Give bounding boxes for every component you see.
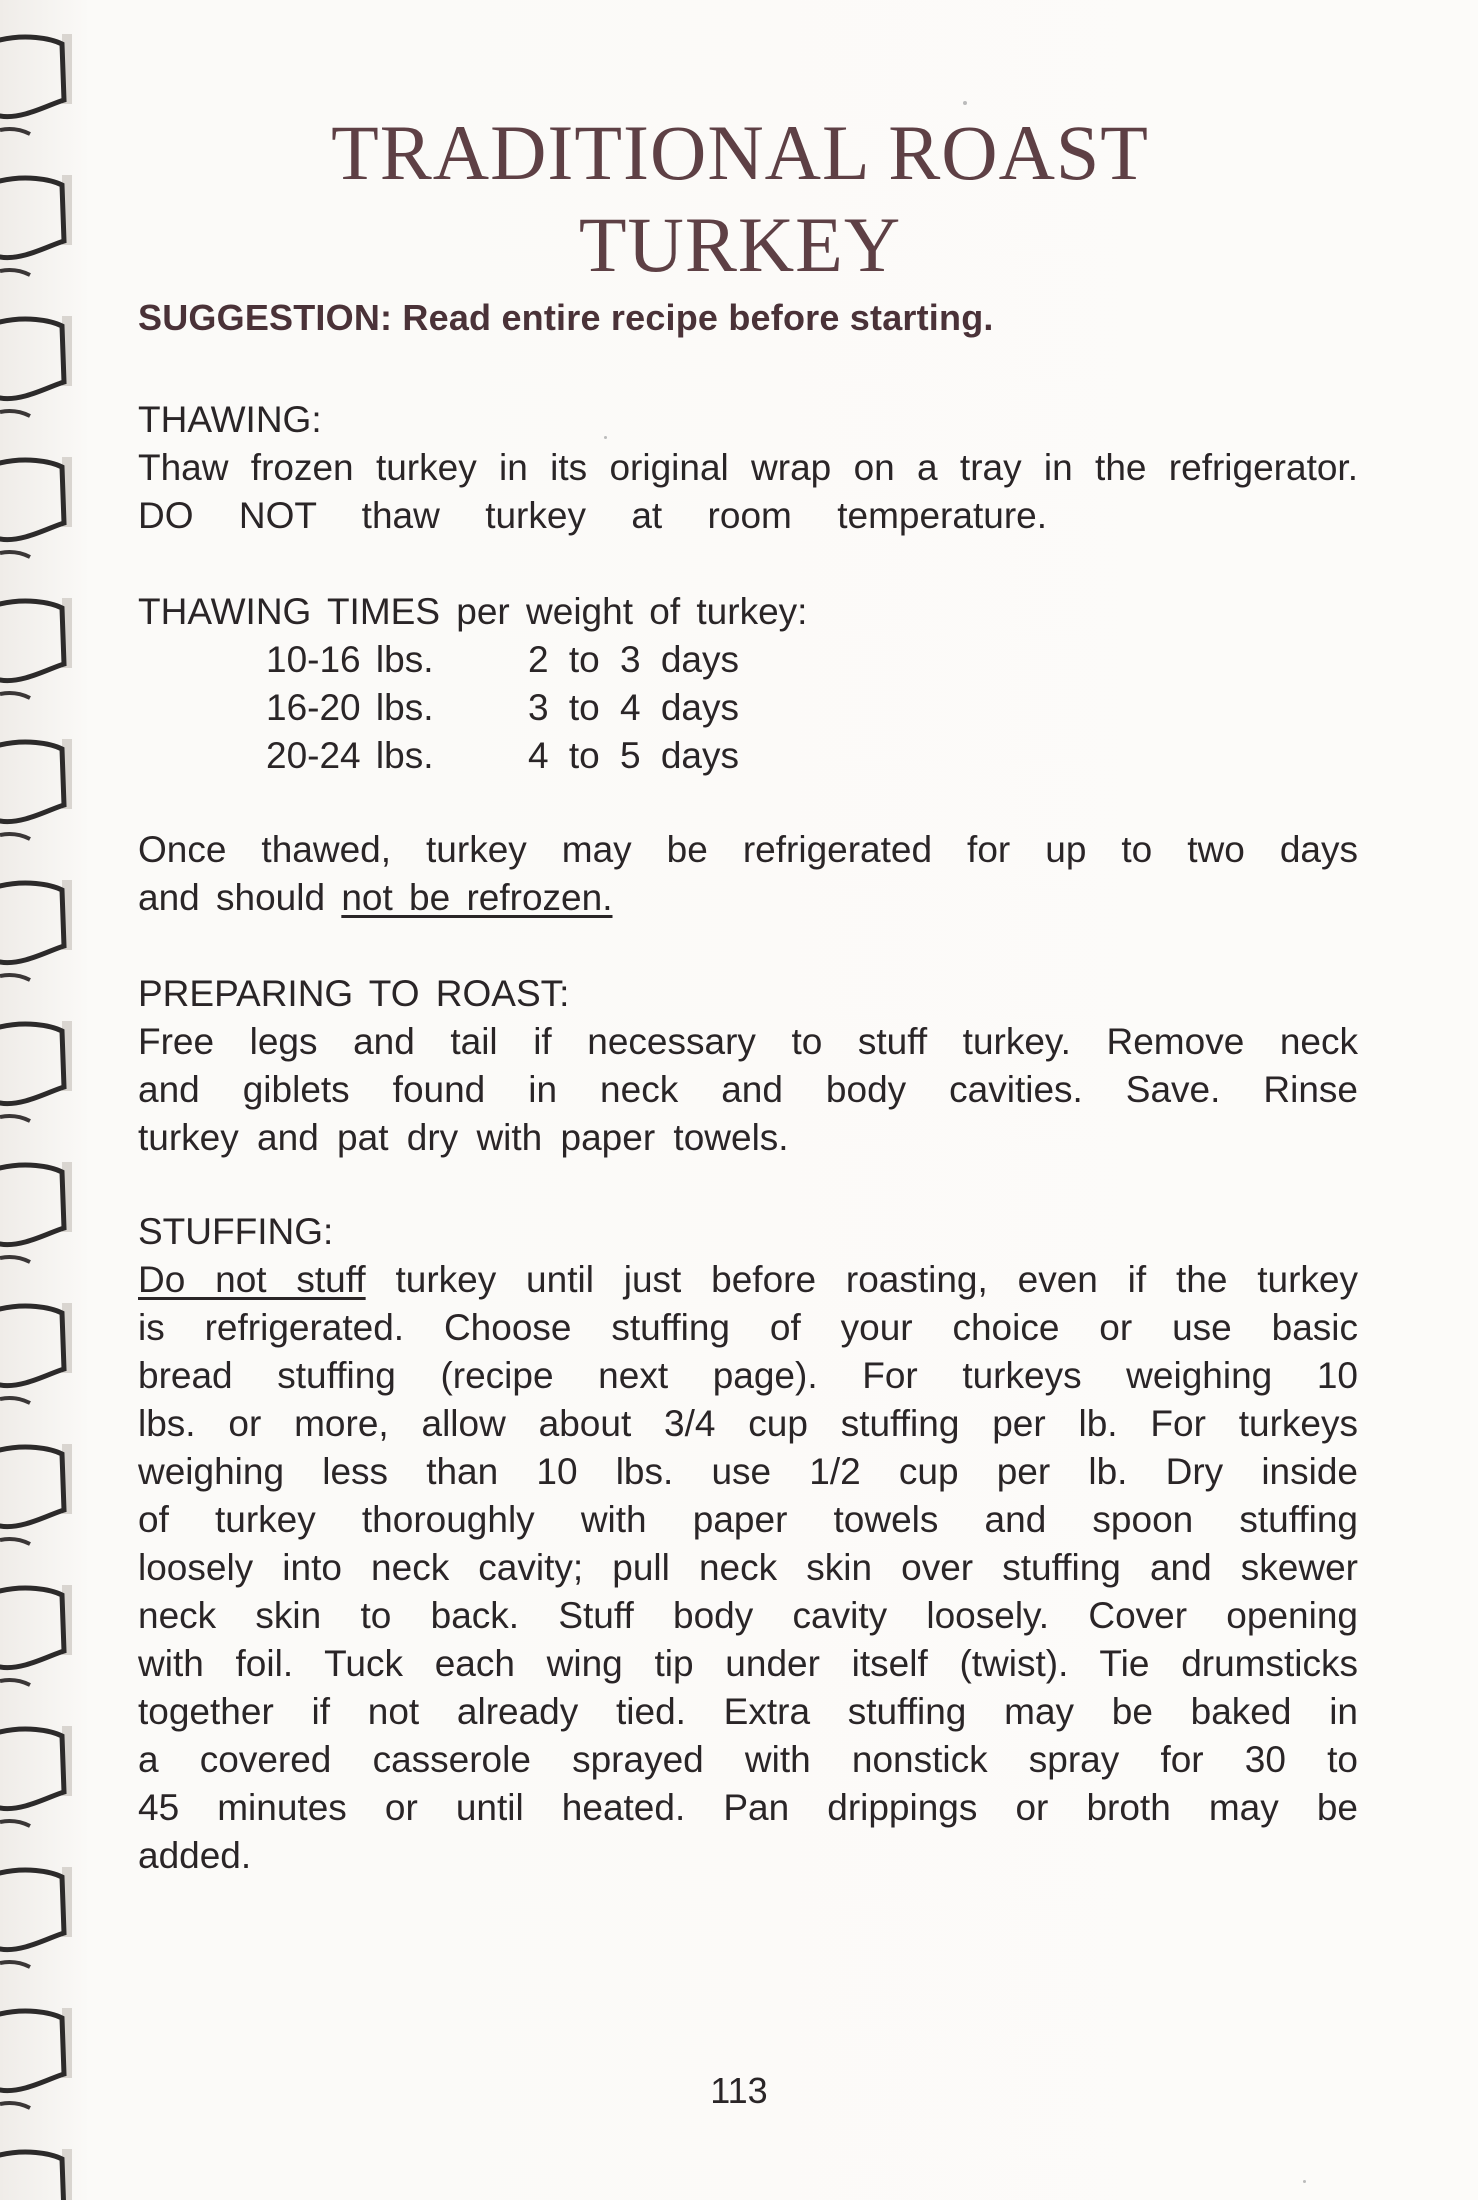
- stuffing-line: a covered casserole sprayed with nonstick spray for 30 to: [138, 1739, 1358, 1780]
- thawing-times-row: [138, 636, 1358, 684]
- preparing-line: Free legs and tail if necessary to stuff turkey. Remove neck: [138, 1021, 1358, 1062]
- stuffing-line: neck skin to back. Stuff body cavity loosely. Cover opening: [138, 1595, 1358, 1636]
- stuffing-line: added.: [138, 1835, 252, 1876]
- thawing-weight: 10-16 lbs.: [266, 639, 434, 680]
- thawing-times-row: [138, 684, 1358, 732]
- binding-coil: [0, 1021, 72, 1121]
- stuffing-heading: STUFFING:: [138, 1211, 334, 1252]
- spiral-binding: [0, 0, 85, 2200]
- stuffing-line: is refrigerated. Choose stuffing of your choice or use basic: [138, 1307, 1358, 1348]
- once-thawed-section: [138, 826, 1358, 922]
- preparing-line: turkey and pat dry with paper towels.: [138, 1117, 789, 1158]
- recipe-title-line-1: TRADITIONAL ROAST: [331, 109, 1149, 196]
- do-not-stuff-underlined: Do not stuff: [138, 1259, 366, 1300]
- paper-speck: [1303, 2180, 1306, 2183]
- once-thawed-prefix: and should: [138, 877, 326, 918]
- preparing-heading: PREPARING TO ROAST:: [138, 973, 570, 1014]
- thawing-heading: THAWING:: [138, 399, 322, 440]
- thawing-weight: 20-24 lbs.: [266, 735, 434, 776]
- binding-coil: [0, 175, 72, 275]
- preparing-line: and giblets found in neck and body cavities. Save. Rinse: [138, 1069, 1358, 1110]
- stuffing-line: lbs. or more, allow about 3/4 cup stuffing per lb. For turkeys: [138, 1403, 1358, 1444]
- binding-coil: [0, 2149, 72, 2200]
- binding-coil: [0, 880, 72, 980]
- thawing-section: [138, 396, 1358, 540]
- thawing-line: DO NOT thaw turkey at room temperature.: [138, 495, 1047, 536]
- thawing-days: 2 to 3 days: [528, 639, 740, 680]
- binding-coil: [0, 598, 72, 698]
- binding-coil: [0, 1162, 72, 1262]
- stuffing-line: with foil. Tuck each wing tip under itself (twist). Tie drumsticks: [138, 1643, 1358, 1684]
- thawing-days: 3 to 4 days: [528, 687, 740, 728]
- binding-coil: [0, 1867, 72, 1967]
- stuffing-line: together if not already tied. Extra stuffing may be baked in: [138, 1691, 1358, 1732]
- stuffing-line: bread stuffing (recipe next page). For turkeys weighing 10: [138, 1355, 1358, 1396]
- thawing-weight: 16-20 lbs.: [266, 687, 434, 728]
- thawing-line: Thaw frozen turkey in its original wrap on a tray in the refrigerator.: [138, 447, 1358, 488]
- once-thawed-line: Once thawed, turkey may be refrigerated for up to two days: [138, 829, 1358, 870]
- paper-speck: [604, 436, 607, 439]
- suggestion-note: SUGGESTION: Read entire recipe before starting.: [138, 297, 994, 338]
- once-thawed-line-2: [138, 874, 1358, 922]
- recipe-title-line-2: TURKEY: [578, 201, 902, 288]
- binding-coil: [0, 1303, 72, 1403]
- paper-speck: [963, 101, 967, 105]
- stuffing-section: [138, 1208, 1358, 1880]
- stuffing-line: 45 minutes or until heated. Pan drippings or broth may be: [138, 1787, 1358, 1828]
- stuffing-first-rest: turkey until just before roasting, even if the turkey: [395, 1259, 1359, 1300]
- binding-coil: [0, 1726, 72, 1826]
- binding-coil: [0, 739, 72, 839]
- stuffing-line-first: [138, 1256, 1358, 1304]
- stuffing-line: weighing less than 10 lbs. use 1/2 cup per lb. Dry inside: [138, 1451, 1358, 1492]
- stuffing-line: loosely into neck cavity; pull neck skin over stuffing and skewer: [138, 1547, 1358, 1588]
- not-refrozen-underlined: not be refrozen.: [341, 877, 613, 918]
- binding-coil: [0, 457, 72, 557]
- binding-coil: [0, 316, 72, 416]
- binding-coil: [0, 1585, 72, 1685]
- thawing-times-section: [138, 588, 1358, 780]
- thawing-times-heading: THAWING TIMES per weight of turkey:: [138, 591, 808, 632]
- page-number: 113: [710, 2070, 768, 2111]
- stuffing-line: of turkey thoroughly with paper towels and spoon stuffing: [138, 1499, 1358, 1540]
- binding-coil: [0, 1444, 72, 1544]
- binding-coil: [0, 34, 72, 134]
- thawing-days: 4 to 5 days: [528, 735, 740, 776]
- preparing-section: [138, 970, 1358, 1162]
- thawing-times-row: [138, 732, 1358, 780]
